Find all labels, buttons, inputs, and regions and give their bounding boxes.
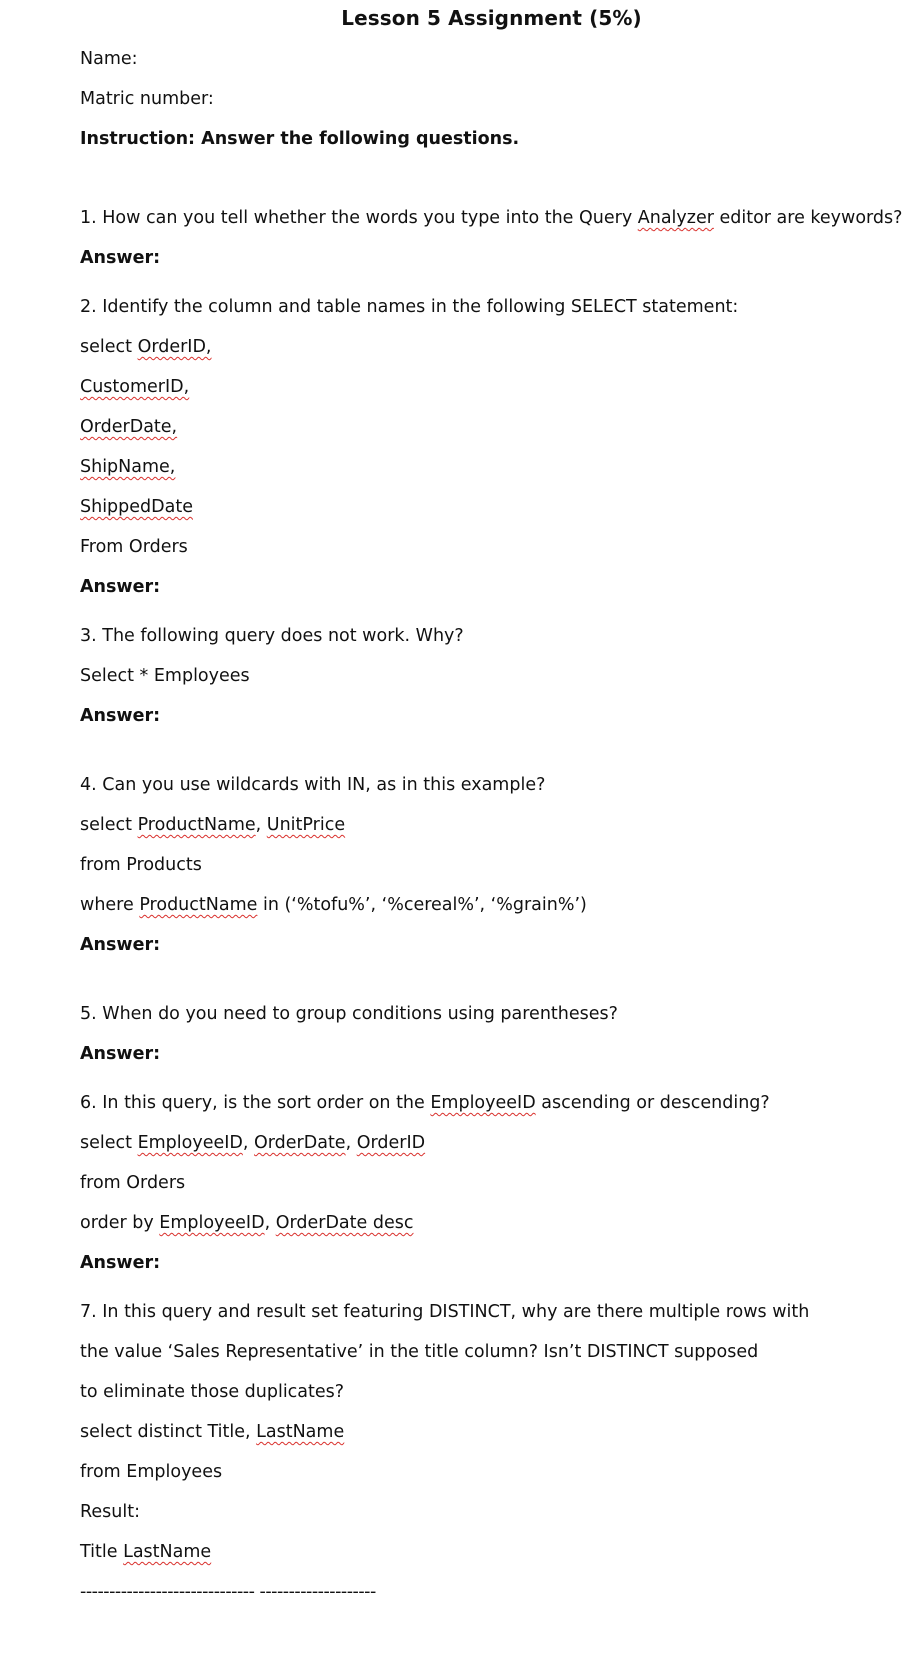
sql-separator: ,: [255, 815, 267, 835]
sql-select-clause: select distinct Title,: [80, 1422, 257, 1442]
answer-label-1: Answer:: [80, 248, 161, 268]
result-column-lastname: LastName: [123, 1542, 212, 1562]
question-1: [80, 207, 902, 229]
sql-column: EmployeeID: [159, 1213, 265, 1233]
instruction-text: Instruction: Answer the following questions.: [80, 129, 520, 149]
sql-column: ProductName: [139, 895, 258, 915]
result-header: [80, 1541, 211, 1563]
q4-code-from: from Products: [80, 855, 202, 875]
q4-code-select: [80, 814, 345, 836]
sql-keyword: select: [80, 1133, 138, 1153]
q7-code-from: from Employees: [80, 1462, 223, 1482]
sql-column: OrderDate: [254, 1133, 346, 1153]
answer-label-2: Answer:: [80, 577, 161, 597]
matric-number-label: Matric number:: [80, 89, 214, 109]
q2-code-column: [80, 416, 177, 438]
q2-code-select: [80, 336, 212, 358]
answer-label-5: Answer:: [80, 1044, 161, 1064]
result-label: Result:: [80, 1502, 140, 1522]
result-divider: ------------------------------ --------------------: [80, 1582, 376, 1602]
question-1-text-start: 1. How can you tell whether the words you type into the Query: [80, 208, 638, 228]
q2-code-column: [80, 496, 193, 518]
question-7-line-1: 7. In this query and result set featuring DISTINCT, why are there multiple rows with: [80, 1302, 810, 1322]
question-3: 3. The following query does not work. Why?: [80, 626, 464, 646]
q4-code-where: [80, 894, 587, 916]
q3-code: Select * Employees: [80, 666, 250, 686]
answer-label-3: Answer:: [80, 706, 161, 726]
sql-column: OrderDate desc: [275, 1213, 414, 1233]
sql-column: OrderID,: [137, 337, 212, 357]
q6-code-from: from Orders: [80, 1173, 186, 1193]
question-7-line-2: the value ‘Sales Representative’ in the title column? Isn’t DISTINCT supposed: [80, 1342, 759, 1362]
q6-code-order-by: [80, 1212, 413, 1234]
question-6: [80, 1092, 770, 1114]
question-4: 4. Can you use wildcards with IN, as in this example?: [80, 775, 546, 795]
question-5: 5. When do you need to group conditions using parentheses?: [80, 1004, 618, 1024]
question-1-text-end: editor are keywords?: [713, 208, 903, 228]
sql-keyword: select: [80, 337, 138, 357]
sql-separator: ,: [264, 1213, 276, 1233]
sql-column: LastName: [256, 1422, 345, 1442]
sql-condition: in (‘%tofu%’, ‘%cereal%’, ‘%grain%’): [257, 895, 587, 915]
sql-column: UnitPrice: [266, 815, 346, 835]
result-column-title: Title: [80, 1542, 124, 1562]
q2-code-from: From Orders: [80, 537, 188, 557]
document-title: Lesson 5 Assignment (5%): [341, 6, 642, 30]
spellcheck-word: Analyzer: [637, 208, 714, 228]
q2-code-column: [80, 376, 189, 398]
question-6-text-end: ascending or descending?: [535, 1093, 770, 1113]
sql-separator: ,: [242, 1133, 255, 1153]
sql-keyword: where: [80, 895, 140, 915]
sql-column: OrderDate,: [80, 417, 178, 437]
sql-keyword: select: [80, 815, 138, 835]
sql-column: EmployeeID: [137, 1133, 243, 1153]
sql-separator: ,: [345, 1133, 357, 1153]
sql-column: ProductName: [137, 815, 256, 835]
sql-keyword: order by: [80, 1213, 160, 1233]
q2-code-column: [80, 456, 175, 478]
sql-column: ShipName,: [80, 457, 176, 477]
sql-column: OrderID: [356, 1133, 426, 1153]
q6-code-select: [80, 1132, 425, 1154]
question-2: 2. Identify the column and table names in the following SELECT statement:: [80, 297, 739, 317]
question-6-text-start: 6. In this query, is the sort order on the: [80, 1093, 431, 1113]
name-label: Name:: [80, 49, 138, 69]
sql-column: CustomerID,: [80, 377, 190, 397]
question-7-line-3: to eliminate those duplicates?: [80, 1382, 345, 1402]
q7-code-select: [80, 1421, 344, 1443]
answer-label-4: Answer:: [80, 935, 161, 955]
answer-label-6: Answer:: [80, 1253, 161, 1273]
spellcheck-word: EmployeeID: [430, 1093, 536, 1113]
sql-column: ShippedDate: [80, 497, 193, 517]
